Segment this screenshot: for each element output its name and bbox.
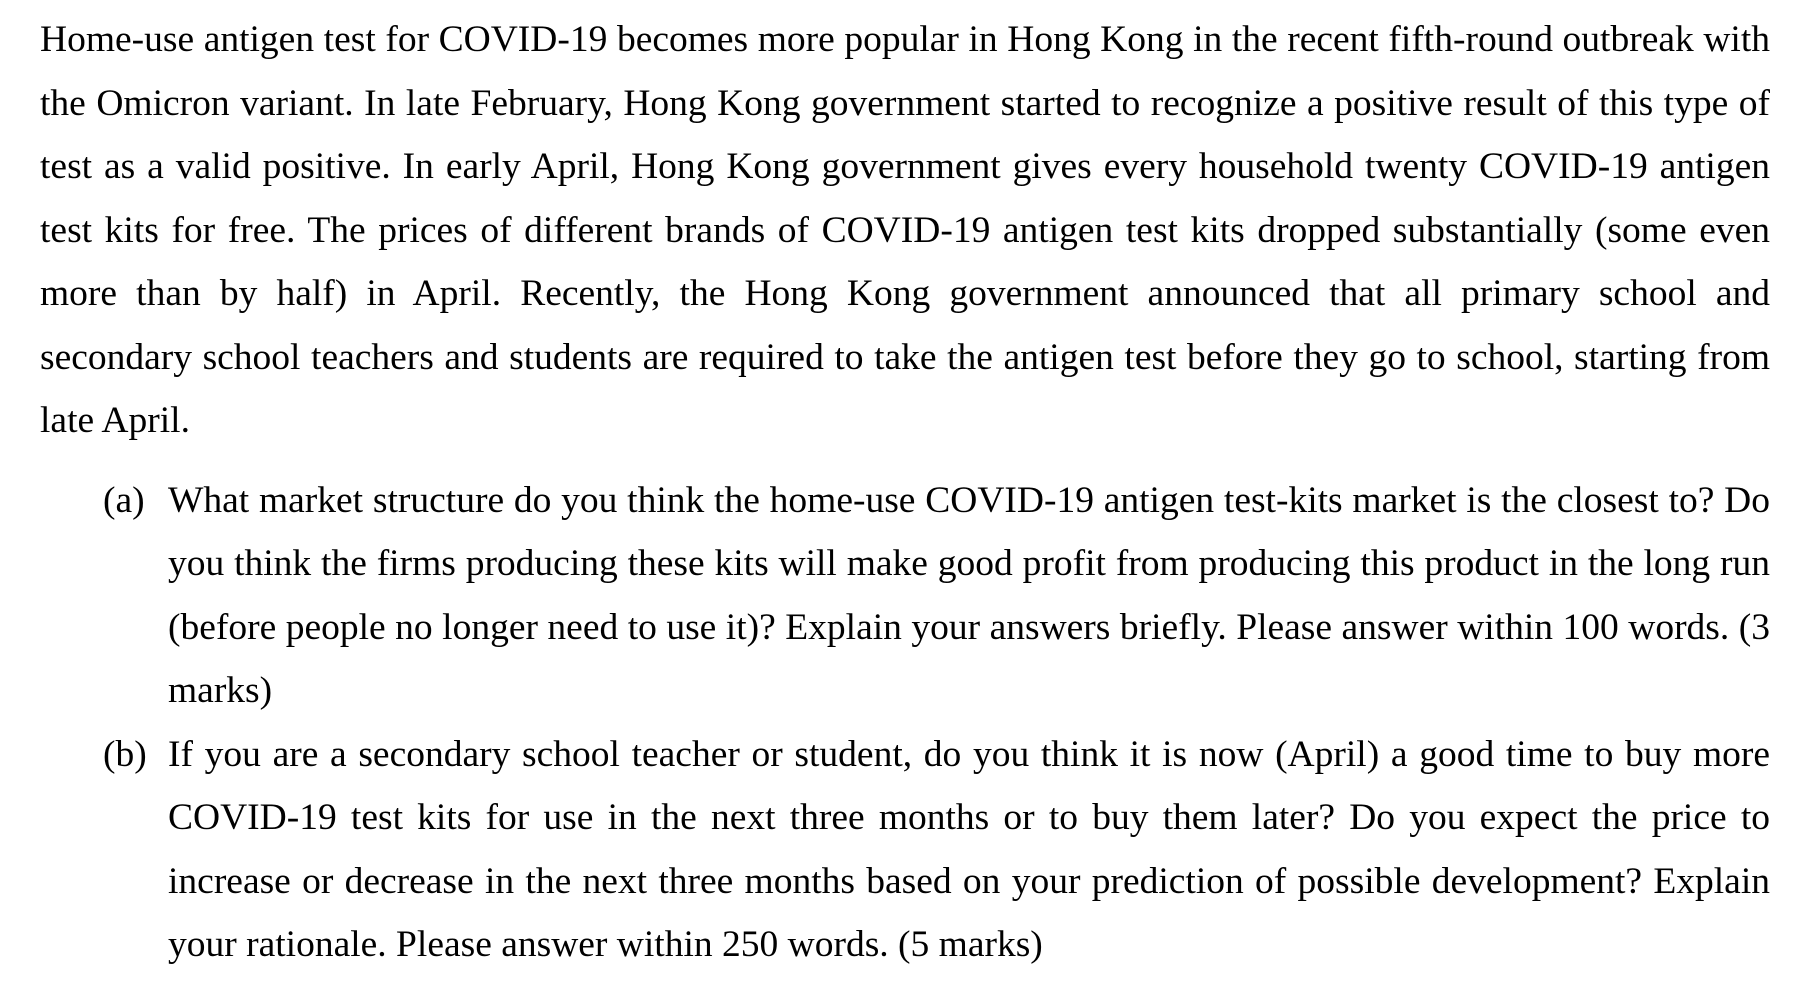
question-list bbox=[40, 469, 1770, 977]
question-b bbox=[40, 723, 1770, 977]
question-a bbox=[40, 469, 1770, 723]
question-marker: (b) bbox=[103, 733, 147, 775]
document-page bbox=[40, 8, 1770, 977]
question-text: If you are a secondary school teacher or student, do you think it is now (April) a good time to buy more COVID-19 test kits for use in the next three months or to buy them later? Do you expect the price to increase or decrease in the next three months based on your prediction of possible development? Explain your rationale. Please answer within 250 words. (5 marks) bbox=[168, 733, 1770, 965]
intro-paragraph: Home-use antigen test for COVID-19 becomes more popular in Hong Kong in the recent fifth-round outbreak with the Omicron variant. In late February, Hong Kong government started to recognize a positive result of this type of test as a valid positive. In early April, Hong Kong government gives every household twenty COVID-19 antigen test kits for free. The prices of different brands of COVID-19 antigen test kits dropped substantially (some even more than by half) in April. Recently, the Hong Kong government announced that all primary school and secondary school teachers and students are required to take the antigen test before they go to school, starting from late April. bbox=[40, 19, 1770, 441]
question-marker: (a) bbox=[103, 479, 145, 521]
question-text: What market structure do you think the home-use COVID-19 antigen test-kits market is the closest to? Do you think the firms producing these kits will make good profit from producing this product in the long run (before people no longer need to use it)? Explain your answers briefly. Please answer within 100 words. (3 marks) bbox=[168, 479, 1770, 711]
